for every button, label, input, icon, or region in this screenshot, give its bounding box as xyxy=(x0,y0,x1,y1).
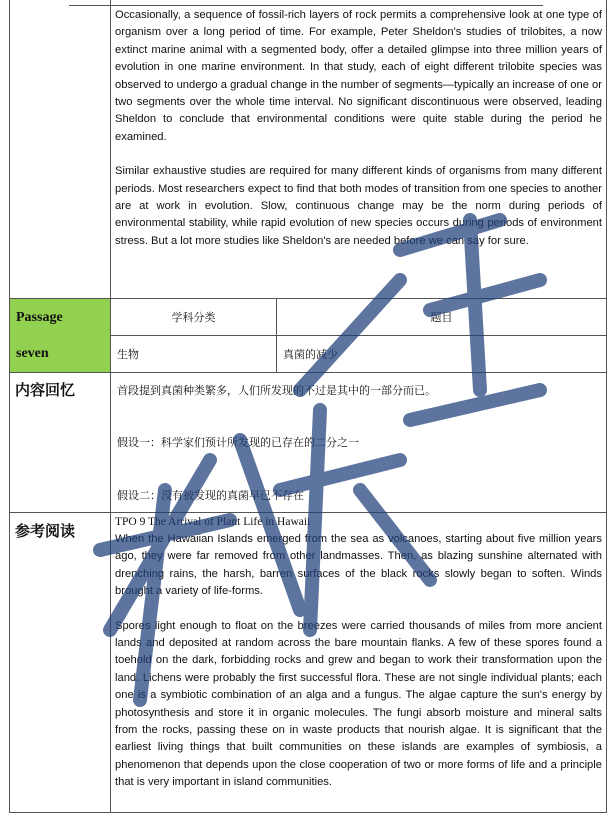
reference-title: TPO 9 The Arrival of Plant Life in Hawaii xyxy=(115,516,311,528)
column-divider xyxy=(110,0,111,813)
topic-value: 真菌的减少 xyxy=(283,349,338,361)
passage-label-line1: Passage xyxy=(16,310,63,325)
recall-line-2: 假设一：科学家们预计所发现的已存在的二分之一 xyxy=(117,437,359,449)
category-value: 生物 xyxy=(117,349,139,361)
recall-line-1: 首段提到真菌种类繁多，人们所发现的不过是其中的一部分而已。 xyxy=(117,385,436,397)
border-right xyxy=(606,0,607,813)
top-paragraph-1: Occasionally, a sequence of fossil-rich layers of rock permits a comprehensive look at one type of organism over a long period of time. For example, Peter Sheldon's studies of trilobites, a now extinct marine animal with a segmented body, offer a detailed glimpse into three million years of evolution in one marine environment. In that study, each of eight different trilobite species was observed to undergo a gradual change in the number of segments—typically an increase of one or two segments over the whole time interval. No significant discontinuous were observed, leading Sheldon to conclude that environmental conditions were quite stable during the period he examined. xyxy=(115,9,602,143)
reference-paragraph-1: When the Hawaiian Islands emerged from the sea as volcanoes, starting about five million years ago, they were far removed from other landmasses. Then, as blazing sunshine alternated with drenching rains, the harsh, barren surfaces of the black rocks slowly began to soften. Winds brought a variety of life-forms. xyxy=(115,533,602,598)
top-passage-cell xyxy=(115,7,602,250)
document-table xyxy=(9,0,607,813)
row-divider-passage-mid xyxy=(110,335,607,336)
passage-label-line2: seven xyxy=(16,346,49,361)
category-header: 学科分类 xyxy=(171,312,216,324)
row-divider-recall xyxy=(9,372,607,373)
passage-label-cell xyxy=(10,299,110,372)
reference-label: 参考阅读 xyxy=(15,522,76,540)
border-bottom xyxy=(9,812,607,813)
recall-label: 内容回忆 xyxy=(15,381,76,399)
reference-cell xyxy=(115,514,602,792)
top-rule xyxy=(69,5,543,6)
recall-line-3: 假设二：没有被发现的真菌早已不存在 xyxy=(117,490,304,502)
border-left xyxy=(9,0,10,813)
topic-header: 题目 xyxy=(430,312,453,324)
row-divider-reference xyxy=(9,512,607,513)
top-paragraph-2: Similar exhaustive studies are required for many different kinds of organisms from many different periods. Most researchers expect to find that both modes of transition from one species to another are at work in evolution. Slow, continuous change may be the norm during periods of environmental stability, while rapid evolution of new species occurs during periods of environment stress. But a lot more studies like Sheldon's are needed before we can say for sure. xyxy=(115,165,602,247)
reference-paragraph-2: Spores light enough to float on the breezes were carried thousands of miles from more ancient lands and deposited at random across the bare mountain flanks. A few of these spores found a toehold on the dark, forbidding rocks and grew and began to work their transformation upon the land. Lichens were probably the first successful flora. These are not single individual plants; each one is a symbiotic combination of an alga and a fungus. The algae capture the sun's energy by photosynthesis and store it in organic molecules. The fungi absorb moisture and mineral salts from the rocks, passing these on in waste products that nourish algae. It is significant that the earliest living things that built communities on these islands are examples of symbiosis, a phenomenon that depends upon the close cooperation of two or more forms of life and a principle that is very important in island communities. xyxy=(115,619,602,789)
